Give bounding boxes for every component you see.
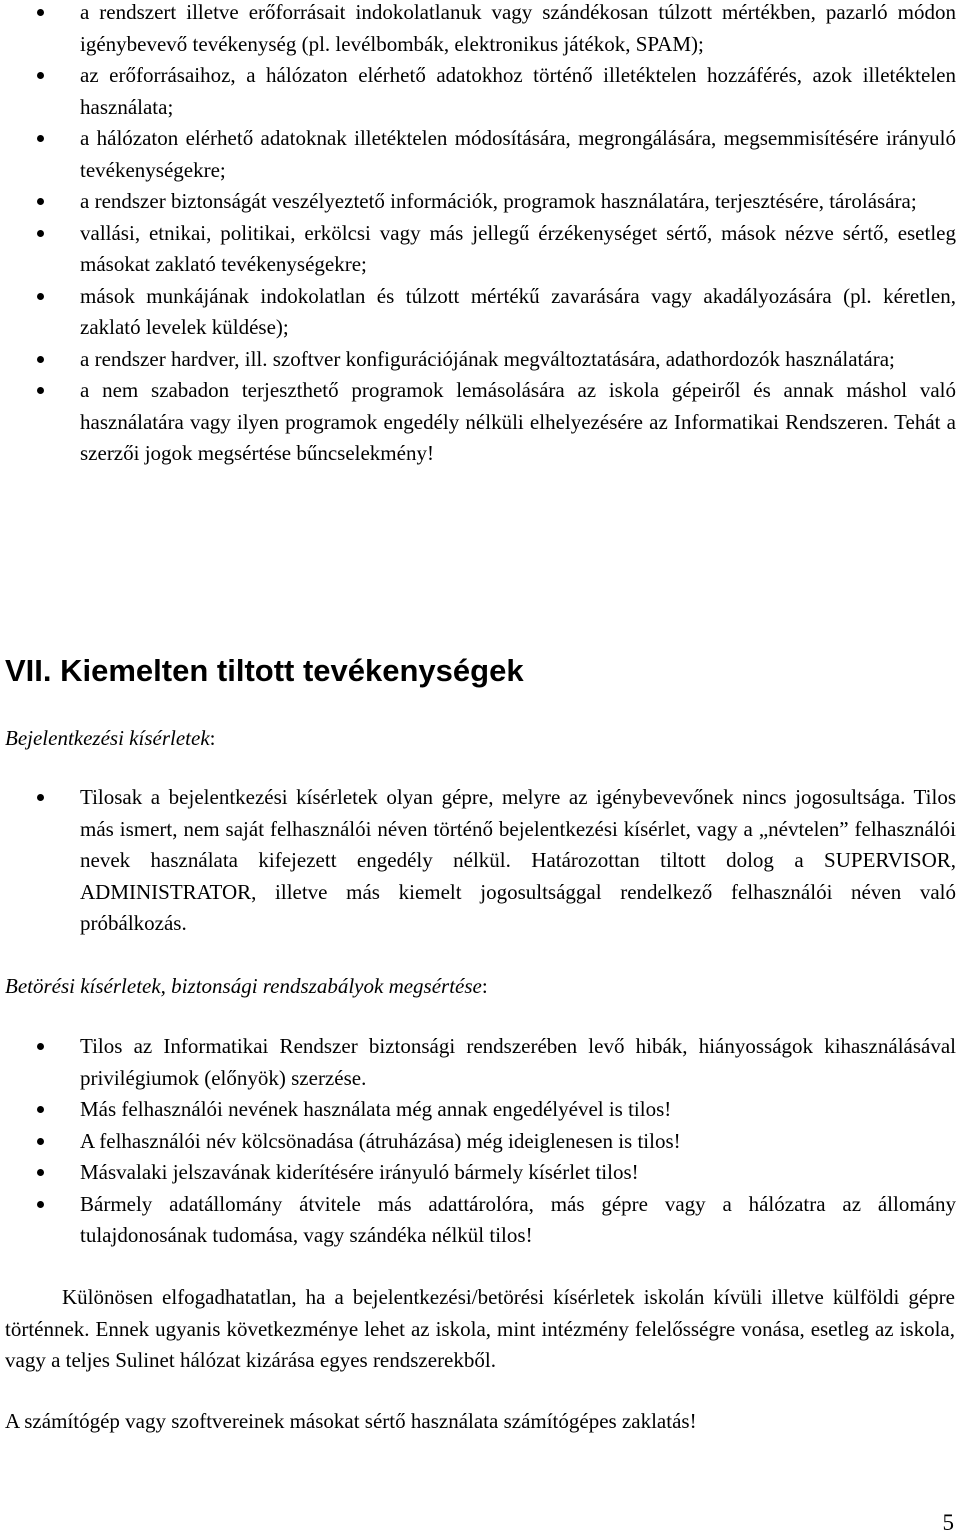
list-item-text: a rendszer biztonságát veszélyeztető információk, programok használatára, terjesztésére, tárolására; xyxy=(80,189,917,213)
list-item xyxy=(0,1094,960,1126)
list-item xyxy=(0,186,960,218)
list-item xyxy=(0,60,960,123)
body-paragraph: Különösen elfogadhatatlan, ha a bejelentkezési/betörési kísérletek iskolán kívüli illetve külföldi gépre történnek. Ennek ugyanis következménye lehet az iskola, mint intézmény felelősségre vonása, esetleg az iskola, vagy a teljes Sulinet hálózat kizárása egyes rendszerekből. xyxy=(5,1285,955,1372)
list-item-text: a rendszert illetve erőforrásait indokolatlanuk vagy szándékosan túlzott mértékben, pazarló módon igénybevevő tevékenység (pl. levélbombák, elektronikus játékok, SPAM); xyxy=(80,0,956,56)
list-item xyxy=(0,1031,960,1094)
login-attempts-list xyxy=(0,782,960,940)
list-item-text: A felhasználói név kölcsönadása (átruházása) még ideiglenesen is tilos! xyxy=(80,1128,681,1153)
body-paragraph: A számítógép vagy szoftvereinek másokat sértő használata számítógépes zaklatás! xyxy=(5,1409,697,1433)
prohibited-activities-list xyxy=(0,0,960,470)
bullet-icon xyxy=(37,135,44,142)
bullet-icon xyxy=(37,9,44,16)
list-item-text: a nem szabadon terjeszthető programok lemásolására az iskola gépeiről és annak máshol való használatára vagy ilyen programok engedély nélküli elhelyezésére az Informatikai Rendszeren. Tehát a szerzői jogok megsértése bűncselekmény! xyxy=(80,378,956,465)
subheading-text: Bejelentkezési kísérletek xyxy=(5,726,210,750)
list-item xyxy=(0,0,960,60)
bullet-icon xyxy=(37,387,44,394)
list-item xyxy=(0,123,960,186)
page-number: 5 xyxy=(942,1510,954,1535)
list-item xyxy=(0,1126,960,1158)
break-in-attempts-list xyxy=(0,1031,960,1252)
bullet-icon xyxy=(37,1201,44,1208)
list-item-text: vallási, etnikai, politikai, erkölcsi vagy más jellegű érzékenységet sértő, mások nézve sértő, esetleg másokat zaklató tevékenységekre; xyxy=(80,220,956,276)
bullet-icon xyxy=(37,1106,44,1113)
bullet-icon xyxy=(37,72,44,79)
bullet-icon xyxy=(37,198,44,205)
list-item-text: Más felhasználói nevének használata még annak engedélyével is tilos! xyxy=(80,1097,672,1121)
bullet-icon xyxy=(37,794,44,801)
subheading-colon: : xyxy=(481,974,488,998)
list-item xyxy=(0,782,960,940)
bullet-icon xyxy=(37,230,44,237)
bullet-icon xyxy=(37,293,44,300)
list-item-text: mások munkájának indokolatlan és túlzott mértékű zavarására vagy akadályozására (pl. kéretlen, zaklató levelek küldése); xyxy=(80,283,956,339)
list-item xyxy=(0,281,960,344)
list-item-text: Tilosak a bejelentkezési kísérletek olyan gépre, melyre az igénybevevőnek nincs jogosultsága. Tilos más ismert, nem saját felhasználói néven történő bejelentkezési kísérlet, vagy a „névtelen” felhasználói nevek használata kifejezett engedély nélkül. Határozottan tiltott dolog a SUPERVISOR, ADMINISTRATOR, illetve más kiemelt jogosultsággal rendelkező felhasználói néven való próbálkozás. xyxy=(80,785,956,935)
list-item xyxy=(0,1189,960,1252)
subheading-text: Betörési kísérletek, biztonsági rendszabályok megsértése xyxy=(5,974,482,998)
list-item xyxy=(0,1157,960,1189)
login-attempts-subheading xyxy=(5,723,215,753)
bullet-icon xyxy=(37,1138,44,1145)
list-item-text: Bármely adatállomány átvitele más adattárolóra, más gépre vagy a hálózatra az állomány tulajdonosának tudomása, vagy szándéka nélkül tilos! xyxy=(80,1191,956,1247)
subheading-colon: : xyxy=(209,726,216,750)
bullet-icon xyxy=(37,1043,44,1050)
list-item-text: a rendszer hardver, ill. szoftver konfigurációjának megváltoztatására, adathordozók használatára; xyxy=(80,346,895,371)
list-item-text: az erőforrásaihoz, a hálózaton elérhető adatokhoz történő illetéktelen hozzáférés, azok illetéktelen használata; xyxy=(80,63,956,119)
list-item xyxy=(0,344,960,376)
list-item xyxy=(0,218,960,281)
list-item-text: Másvalaki jelszavának kiderítésére irányuló bármely kísérlet tilos! xyxy=(80,1160,639,1184)
section-heading: VII. Kiemelten tiltott tevékenységek xyxy=(5,653,524,688)
list-item xyxy=(0,375,960,470)
list-item-text: a hálózaton elérhető adatoknak illetéktelen módosítására, megrongálására, megsemmisítésére irányuló tevékenységekre; xyxy=(80,126,956,182)
list-item-text: Tilos az Informatikai Rendszer biztonsági rendszerében levő hibák, hiányosságok kihasználásával privilégiumok (előnyök) szerzése. xyxy=(80,1034,956,1090)
break-in-attempts-subheading xyxy=(5,971,488,1001)
bullet-icon xyxy=(37,356,44,363)
bullet-icon xyxy=(37,1169,44,1176)
